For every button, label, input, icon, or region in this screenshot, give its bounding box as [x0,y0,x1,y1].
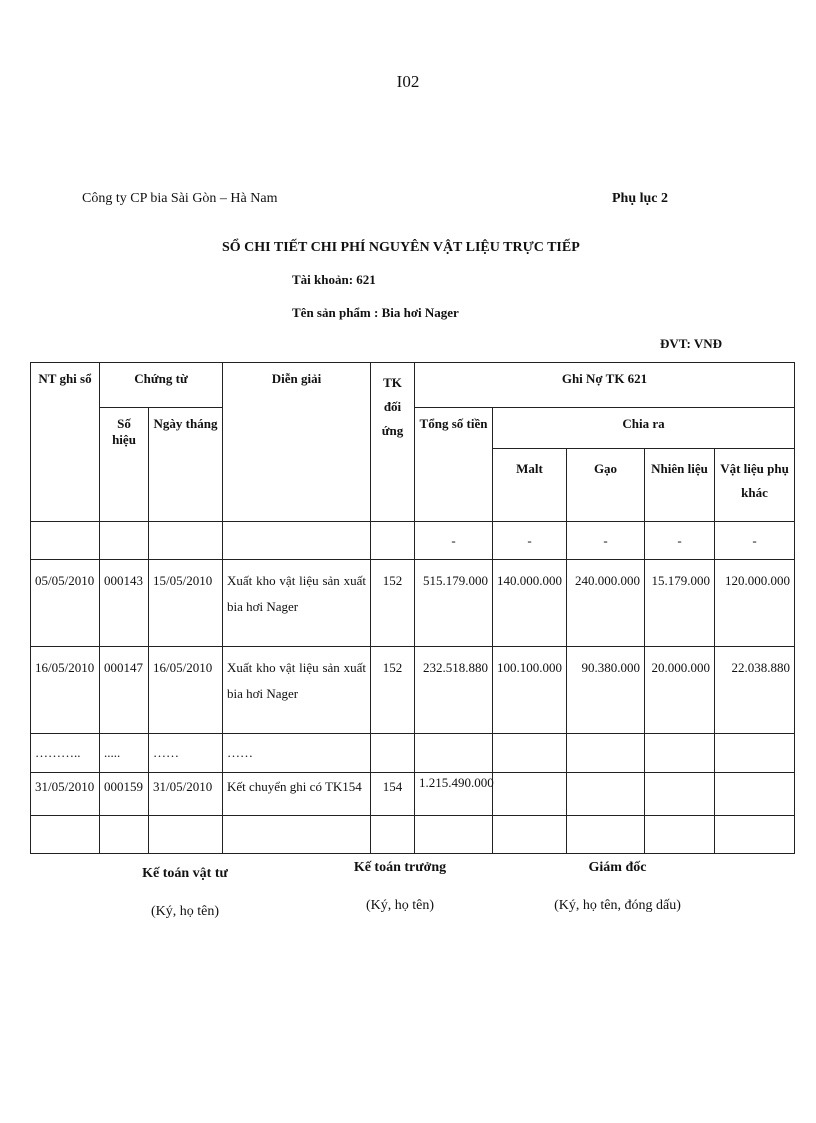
header-voucher-date: Ngày tháng [149,408,223,522]
closing-total: 1.215.490.000 [415,773,493,816]
closing-voucher-date: 31/05/2010 [149,773,223,816]
header-contra-account-label: đối ứng [381,399,404,438]
empty-cell [415,816,493,854]
header-fuel: Nhiên liệu [645,449,715,522]
signature-role: Kế toán trưởng [353,860,447,875]
row-description: Xuất kho vật liệu sản xuất bia hơi Nager [223,560,371,647]
row-total: 232.518.880 [415,647,493,734]
empty-cell [645,734,715,773]
empty-cell [371,816,415,854]
empty-cell [567,734,645,773]
empty-cell [567,773,645,816]
opening-cell [100,522,149,560]
empty-cell [715,773,795,816]
row-other: 120.000.000 [715,560,795,647]
unit-label: ĐVT: VNĐ [660,336,722,351]
header-contra-account-tk: TK [383,375,402,390]
header-voucher-no: Số hiệu [100,408,149,522]
closing-row [31,773,795,816]
empty-cell [371,734,415,773]
row-malt: 100.100.000 [493,647,567,734]
signature-role: Giám đốc [588,860,647,875]
empty-cell [493,816,567,854]
empty-cell [100,816,149,854]
row-rice: 90.380.000 [567,647,645,734]
row-rice: 240.000.000 [567,560,645,647]
closing-date: 31/05/2010 [31,773,100,816]
header-debit: Ghi Nợ TK 621 [415,363,795,408]
empty-cell [567,816,645,854]
signature-block [540,860,695,914]
row-fuel: 20.000.000 [645,647,715,734]
header-other: Vật liệu phụ khác [715,449,795,522]
opening-row [31,522,795,560]
row-fuel: 15.179.000 [645,560,715,647]
row-account: 152 [371,560,415,647]
empty-cell [493,773,567,816]
row-account: 152 [371,647,415,734]
ellipsis-cell: ..... [100,734,149,773]
header-row-1 [31,363,795,408]
header-split: Chia ra [493,408,795,449]
header-rice: Gạo [567,449,645,522]
opening-cell [149,522,223,560]
signature-block [325,860,475,914]
signature-hint: (Ký, họ tên, đóng dấu) [554,898,681,913]
signature-hint: (Ký, họ tên) [365,898,435,913]
closing-account: 154 [371,773,415,816]
opening-cell [31,522,100,560]
opening-cell: - [645,522,715,560]
table-row [31,647,795,734]
header-date: NT ghi sổ [31,363,100,522]
empty-cell [415,734,493,773]
opening-cell: - [715,522,795,560]
document-title: SỔ CHI TIẾT CHI PHÍ NGUYÊN VẬT LIỆU TRỰC TIẾP [222,240,580,255]
opening-cell: - [567,522,645,560]
table-row [31,560,795,647]
empty-cell [645,816,715,854]
empty-row [31,816,795,854]
row-voucher-date: 16/05/2010 [149,647,223,734]
page-number: I02 [396,72,420,91]
opening-cell [371,522,415,560]
closing-voucher-no: 000159 [100,773,149,816]
appendix-label: Phụ lục 2 [612,191,669,206]
row-voucher-no: 000143 [100,560,149,647]
ellipsis-row [31,734,795,773]
ellipsis-cell: …… [223,734,371,773]
product-label: Tên sản phẩm : Bia hơi Nager [292,305,459,320]
row-description: Xuất kho vật liệu sản xuất bia hơi Nager [223,647,371,734]
row-other: 22.038.880 [715,647,795,734]
signature-hint: (Ký, họ tên) [150,904,220,919]
row-voucher-no: 000147 [100,647,149,734]
account-label: Tài khoản: 621 [292,272,376,287]
closing-description: Kết chuyển ghi có TK154 [223,773,371,816]
row-total: 515.179.000 [415,560,493,647]
row-voucher-date: 15/05/2010 [149,560,223,647]
header-description: Diễn giải [223,363,371,522]
empty-cell [715,734,795,773]
opening-cell [223,522,371,560]
header-total: Tổng số tiền [415,408,493,522]
opening-cell: - [493,522,567,560]
header-voucher: Chứng từ [100,363,223,408]
header-malt: Malt [493,449,567,522]
row-date: 16/05/2010 [31,647,100,734]
empty-cell [149,816,223,854]
signature-block [110,866,260,920]
empty-cell [493,734,567,773]
empty-cell [223,816,371,854]
row-date: 05/05/2010 [31,560,100,647]
signature-role: Kế toán vật tư [142,866,228,881]
empty-cell [715,816,795,854]
ellipsis-cell: …… [149,734,223,773]
ellipsis-cell: ……….. [31,734,100,773]
opening-cell: - [415,522,493,560]
ledger-table [30,362,795,854]
empty-cell [31,816,100,854]
company-name: Công ty CP bia Sài Gòn – Hà Nam [82,191,278,206]
empty-cell [645,773,715,816]
row-malt: 140.000.000 [493,560,567,647]
header-contra-account [371,363,415,522]
